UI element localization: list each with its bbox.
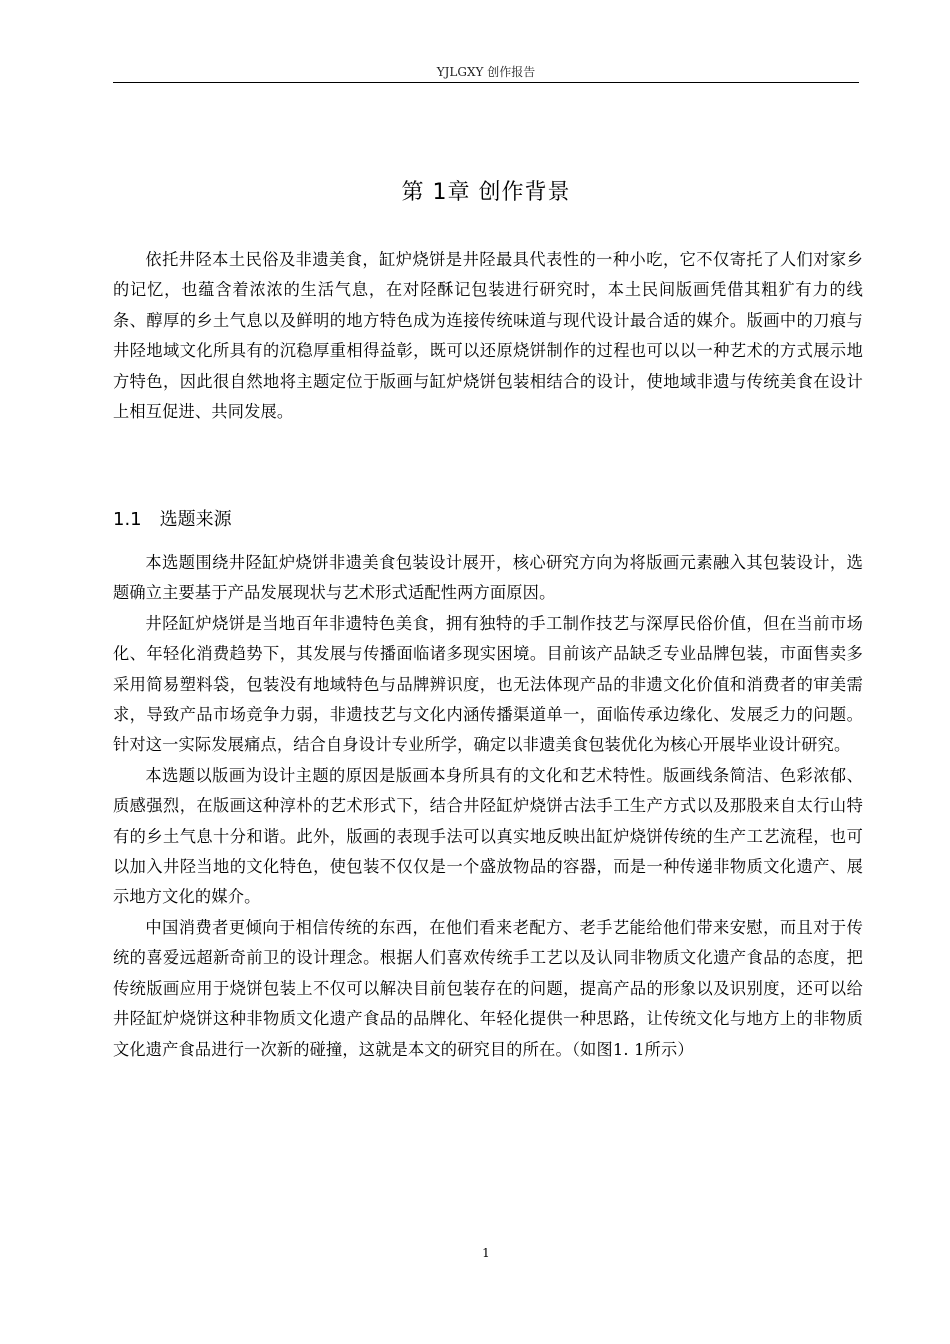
section-heading: [113, 506, 232, 534]
intro-paragraph: 依托井陉本土民俗及非遗美食，缸炉烧饼是井陉最具代表性的一种小吃，它不仅寄托了人们对家乡的记忆，也蕴含着浓浓的生活气息，在对陉酥记包装进行研究时，本土民间版画凭借其粗犷有力的线条、醇厚的乡土气息以及鲜明的地方特色成为连接传统味道与现代设计最合适的媒介。版画中的刀痕与井陉地域文化所具有的沉稳厚重相得益彰，既可以还原烧饼制作的过程也可以以一种艺术的方式展示地方特色，因此很自然地将主题定位于版画与缸炉烧饼包装相结合的设计，使地域非遗与传统美食在设计上相互促进、共同发展。: [113, 250, 863, 422]
body-paragraph: 本选题以版画为设计主题的原因是版画本身所具有的文化和艺术特性。版画线条简洁、色彩浓郁、质感强烈，在版画这种淳朴的艺术形式下，结合井陉缸炉烧饼古法手工生产方式以及那股来自太行山特有的乡土气息十分和谐。此外，版画的表现手法可以真实地反映出缸炉烧饼传统的生产工艺流程，也可以加入井陉当地的文化特色，使包装不仅仅是一个盛放物品的容器，而是一种传递非物质文化遗产、展示地方文化的媒介。: [113, 765, 863, 907]
section-number: 1.1: [113, 509, 142, 530]
body-paragraph: 本选题围绕井陉缸炉烧饼非遗美食包装设计展开，核心研究方向为将版画元素融入其包装设计，选题确立主要基于产品发展现状与艺术形式适配性两方面原因。: [113, 553, 863, 603]
running-header: YJLGXY 创作报告: [436, 65, 536, 79]
chapter-title: 第 1章 创作背景: [401, 180, 571, 205]
header-divider: [113, 82, 859, 83]
page-number: 1: [482, 1246, 490, 1260]
intro-section: [113, 245, 863, 427]
body-paragraph: 中国消费者更倾向于相信传统的东西，在他们看来老配方、老手艺能给他们带来安慰，而且对于传统的喜爱远超新奇前卫的设计理念。根据人们喜欢传统手工艺以及认同非物质文化遗产食品的态度，把传统版画应用于烧饼包装上不仅可以解决目前包装存在的问题，提高产品的形象以及识别度，还可以给井陉缸炉烧饼这种非物质文化遗产食品的品牌化、年轻化提供一种思路，让传统文化与地方上的非物质文化遗产食品进行一次新的碰撞，这就是本文的研究目的所在。（如图1. 1所示）: [113, 917, 863, 1059]
section-title: 选题来源: [159, 509, 232, 530]
body-paragraph: 井陉缸炉烧饼是当地百年非遗特色美食，拥有独特的手工制作技艺与深厚民俗价值，但在当前市场化、年轻化消费趋势下，其发展与传播面临诸多现实困境。目前该产品缺乏专业品牌包装，市面售卖多采用简易塑料袋，包装没有地域特色与品牌辨识度，也无法体现产品的非遗文化价值和消费者的审美需求，导致产品市场竞争力弱，非遗技艺与文化内涵传播渠道单一，面临传承边缘化、发展乏力的问题。针对这一实际发展痛点，结合自身设计专业所学，确定以非遗美食包装优化为核心开展毕业设计研究。: [113, 613, 863, 755]
section-body: [113, 548, 863, 1065]
